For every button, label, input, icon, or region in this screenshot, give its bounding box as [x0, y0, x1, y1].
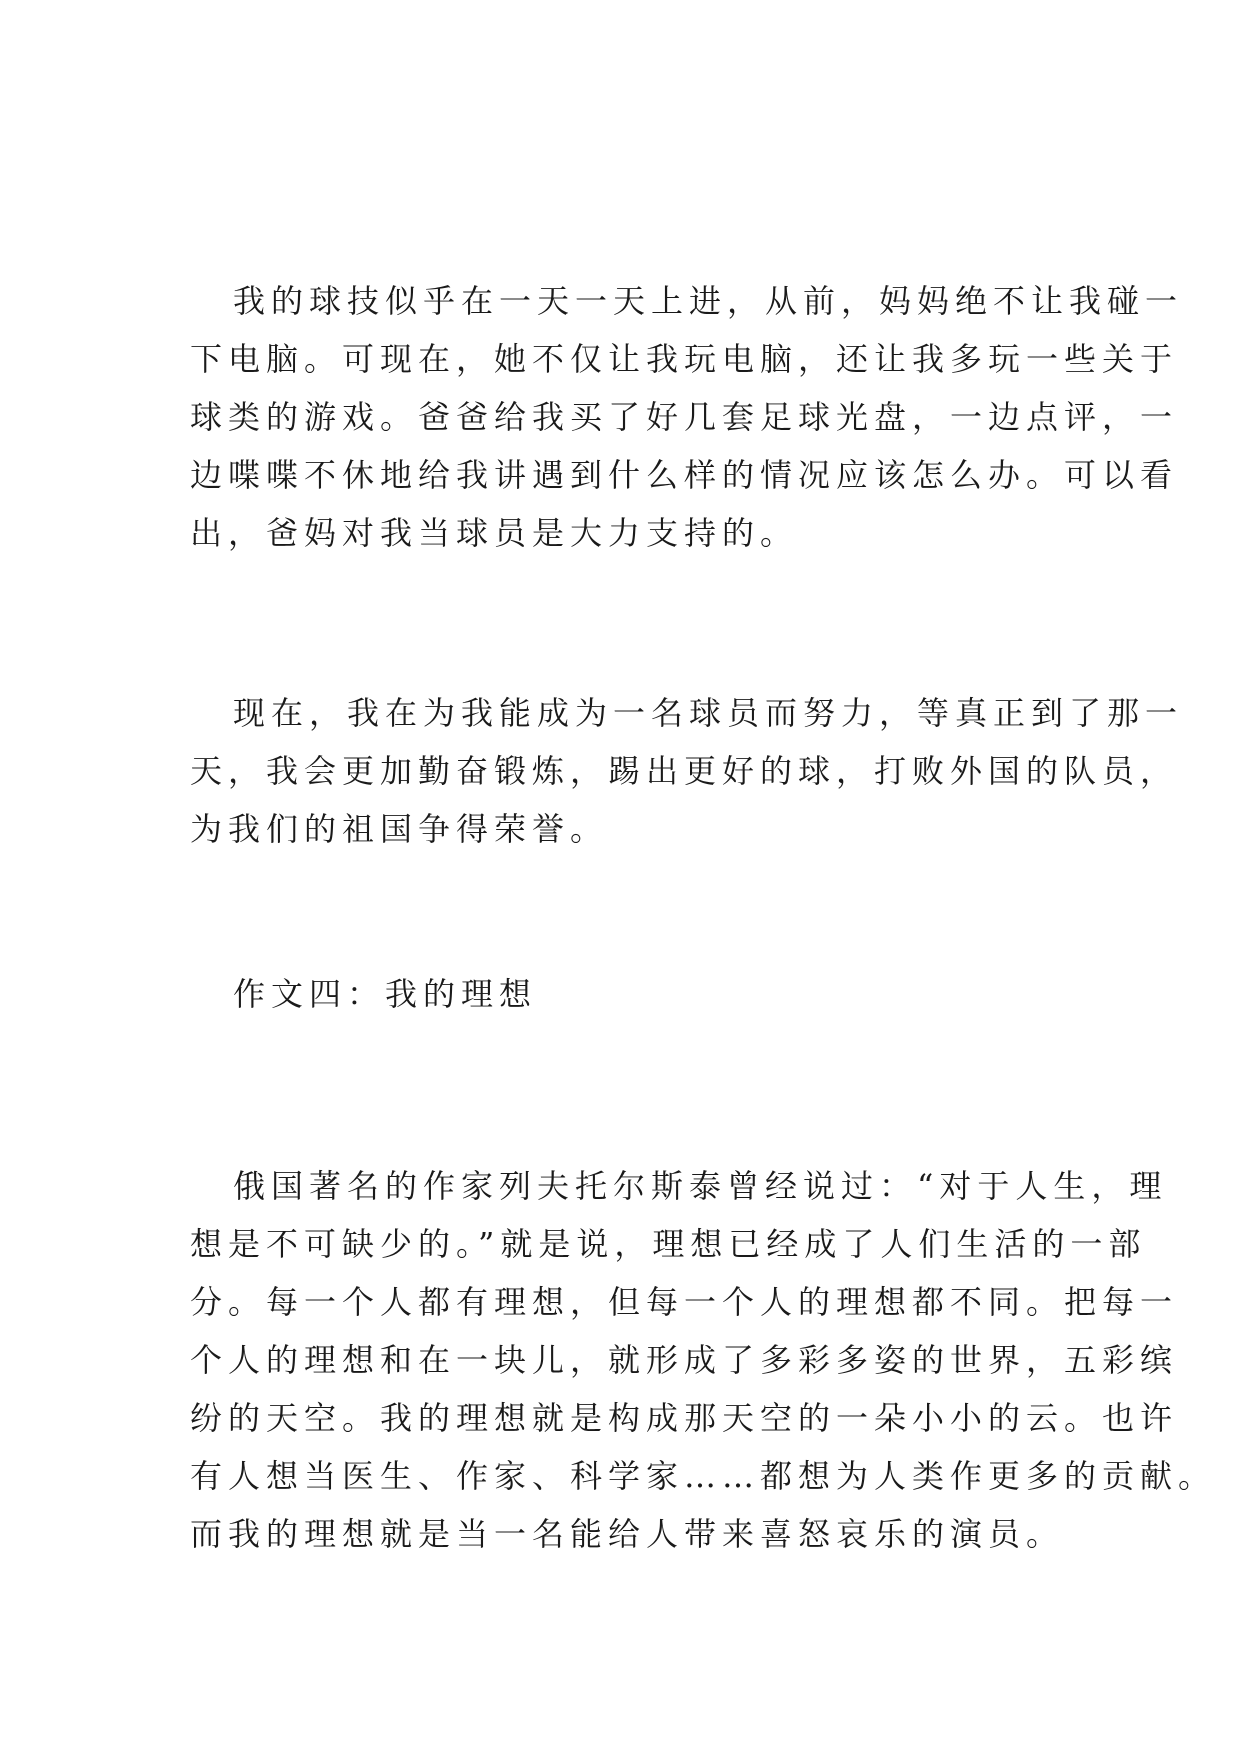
text-line: 想是不可缺少的。”就是说，理想已经成了人们生活的一部: [190, 1225, 1147, 1263]
essay-heading: [190, 965, 1070, 1023]
text-line: 球类的游戏。爸爸给我买了好几套足球光盘，一边点评，一: [190, 398, 1179, 436]
text-line: 有人想当医生、作家、科学家……都想为人类作更多的贡献。: [190, 1457, 1217, 1495]
paragraph-my-ideal: [190, 1157, 1217, 1563]
text-line: 现在，我在为我能成为一名球员而努力，等真正到了那一: [233, 694, 1184, 732]
text-line: 天，我会更加勤奋锻炼，踢出更好的球，打败外国的队员，: [190, 752, 1179, 790]
text-line: 俄国著名的作家列夫托尔斯泰曾经说过：“对于人生，理: [233, 1167, 1168, 1205]
text-line: 出，爸妈对我当球员是大力支持的。: [190, 514, 799, 552]
essay-title: 作文四：我的理想: [233, 975, 538, 1013]
text-line: 下电脑。可现在，她不仅让我玩电脑，还让我多玩一些关于: [190, 340, 1179, 378]
text-line: 分。每一个人都有理想，但每一个人的理想都不同。把每一: [190, 1283, 1179, 1321]
text-line: 我的球技似乎在一天一天上进，从前，妈妈绝不让我碰一: [233, 282, 1184, 320]
paragraph-future-effort: [190, 684, 1184, 858]
text-line: 边喋喋不休地给我讲遇到什么样的情况应该怎么办。可以看: [190, 456, 1179, 494]
paragraph-ball-skills: [190, 272, 1184, 562]
text-line: 纷的天空。我的理想就是构成那天空的一朵小小的云。也许: [190, 1399, 1179, 1437]
text-line: 为我们的祖国争得荣誉。: [190, 810, 609, 848]
text-line: 个人的理想和在一块儿，就形成了多彩多姿的世界，五彩缤: [190, 1341, 1179, 1379]
text-line: 而我的理想就是当一名能给人带来喜怒哀乐的演员。: [190, 1515, 1065, 1553]
